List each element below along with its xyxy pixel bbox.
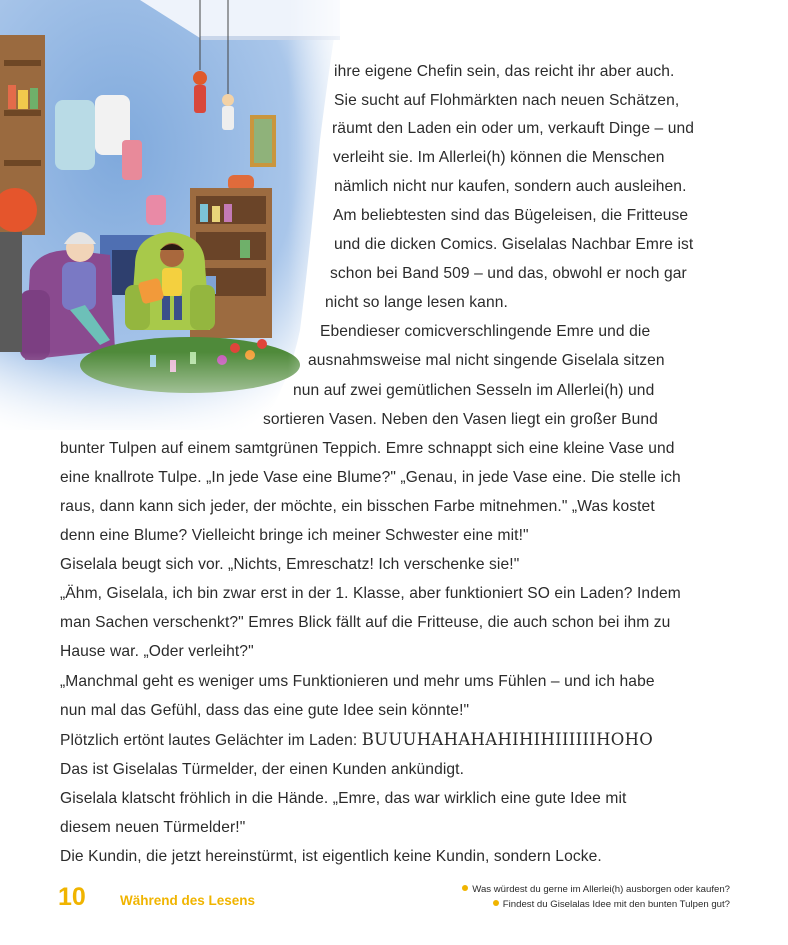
text-line: „Ähm, Giselala, ich bin zwar erst in der 1. Klasse, aber funktioniert SO ein Laden? Indem	[60, 585, 681, 602]
question-item	[462, 884, 730, 895]
text-line: Das ist Giselalas Türmelder, der einen Kunden ankündigt.	[60, 761, 465, 778]
bullet-dot-icon	[462, 885, 468, 891]
page-number: 10	[58, 883, 86, 911]
story-illustration	[0, 0, 360, 440]
text-line: Am beliebtesten sind das Bügeleisen, die Fritteuse	[333, 207, 689, 224]
section-label: Während des Lesens	[120, 893, 256, 908]
text-line-laugh	[60, 730, 653, 751]
shop-scene-illustration	[0, 0, 360, 440]
question-item	[493, 899, 730, 910]
text-line: verleiht sie. Im Allerlei(h) können die Menschen	[333, 149, 665, 166]
text-line: schon bei Band 509 – und das, obwohl er noch gar	[330, 265, 687, 282]
text-line: ihre eigene Chefin sein, das reicht ihr aber auch.	[334, 63, 675, 80]
text-line: raus, dann kann sich jeder, der möchte, ein bisschen Farbe mitnehmen." „Was kostet	[60, 498, 655, 515]
laugh-sound: BUUUHAHAHAHIHIHIIIIIIHOHO	[361, 730, 654, 749]
text-line: eine knallrote Tulpe. „In jede Vase eine Blume?" „Genau, in jede Vase eine. Die stelle ich	[60, 469, 681, 486]
text-line: sortieren Vasen. Neben den Vasen liegt ein großer Bund	[263, 411, 658, 428]
text-line: Hause war. „Oder verleiht?"	[60, 643, 254, 660]
text-line: diesem neuen Türmelder!"	[60, 819, 246, 836]
text-line: räumt den Laden ein oder um, verkauft Dinge – und	[332, 120, 695, 137]
text-line: Ebendieser comicverschlingende Emre und die	[320, 323, 651, 340]
question-text: Was würdest du gerne im Allerlei(h) ausborgen oder kaufen?	[472, 884, 730, 895]
text-line: und die dicken Comics. Giselalas Nachbar Emre ist	[334, 236, 694, 253]
text-line: Sie sucht auf Flohmärkten nach neuen Schätzen,	[334, 92, 680, 109]
text-line: denn eine Blume? Vielleicht bringe ich meiner Schwester eine mit!"	[60, 527, 529, 544]
question-text: Findest du Giselalas Idee mit den bunten Tulpen gut?	[502, 899, 730, 910]
bullet-dot-icon	[493, 900, 499, 906]
laugh-prefix: Plötzlich ertönt lautes Gelächter im Laden:	[60, 732, 362, 749]
text-line: nun mal das Gefühl, dass das eine gute Idee sein könnte!"	[60, 702, 470, 719]
text-line: Die Kundin, die jetzt hereinstürmt, ist eigentlich keine Kundin, sondern Locke.	[60, 848, 602, 865]
text-line: man Sachen verschenkt?" Emres Blick fällt auf die Fritteuse, die auch schon bei ihm zu	[60, 614, 671, 631]
text-line: bunter Tulpen auf einem samtgrünen Teppich. Emre schnappt sich eine kleine Vase und	[60, 440, 675, 457]
text-line: nicht so lange lesen kann.	[325, 294, 508, 311]
text-line: nun auf zwei gemütlichen Sesseln im Allerlei(h) und	[293, 382, 655, 399]
text-line: Giselala beugt sich vor. „Nichts, Emreschatz! Ich verschenke sie!"	[60, 556, 520, 573]
text-line: nämlich nicht nur kaufen, sondern auch ausleihen.	[334, 178, 687, 195]
text-line: Giselala klatscht fröhlich in die Hände. „Emre, das war wirklich eine gute Idee mit	[60, 790, 627, 807]
text-line: „Manchmal geht es weniger ums Funktionieren und mehr ums Fühlen – und ich habe	[60, 673, 655, 690]
text-line: ausnahmsweise mal nicht singende Giselala sitzen	[308, 352, 665, 369]
